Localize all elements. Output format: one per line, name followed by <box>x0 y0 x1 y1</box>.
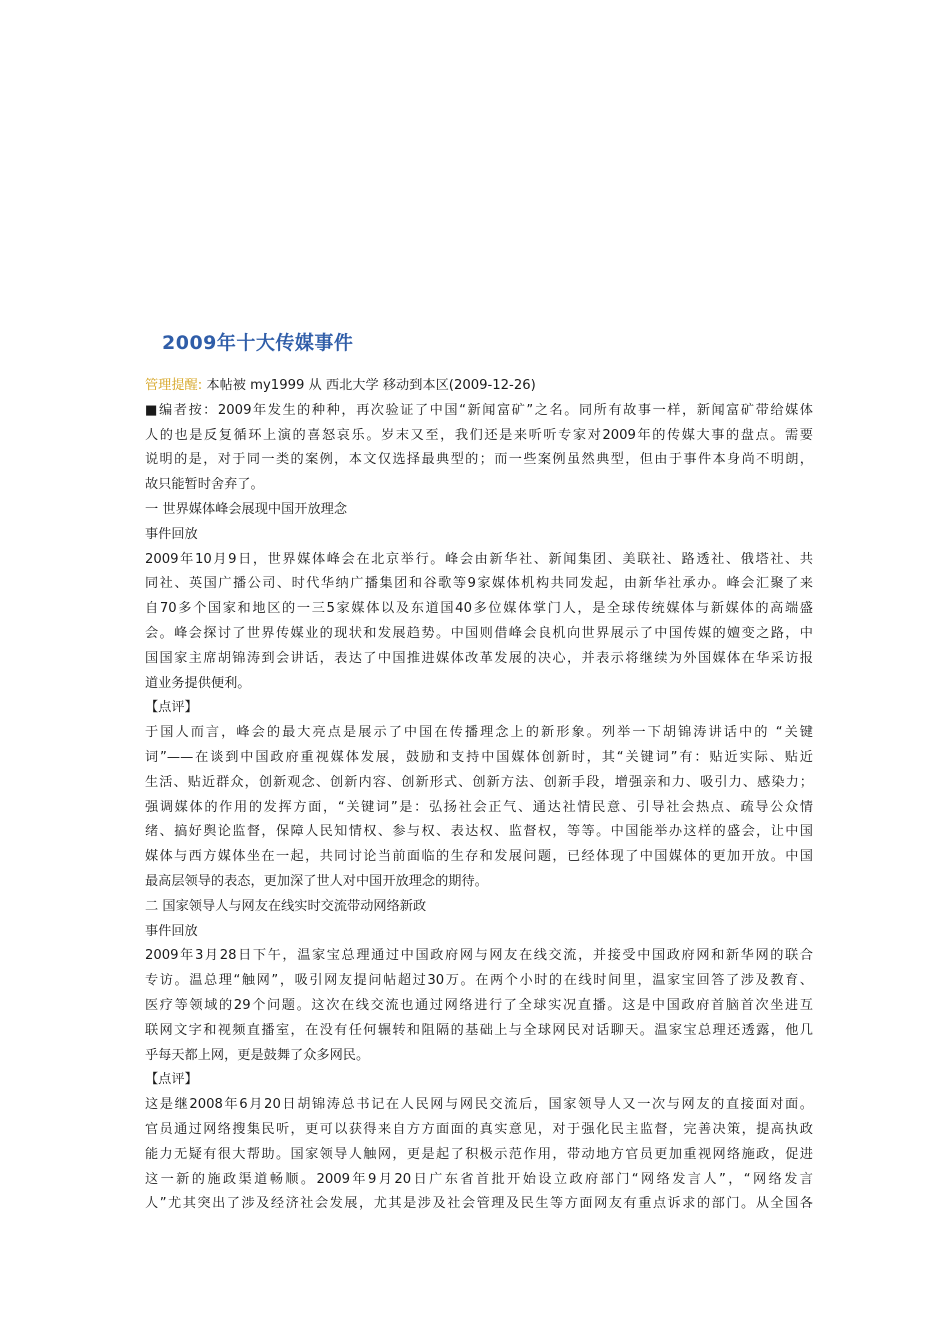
text-line: 人”尤其突出了涉及经济社会发展，尤其是涉及社会管理及民生等方面网友有重点诉求的部门。从全国各 <box>145 1196 813 1212</box>
text-line: 会。峰会探讨了世界传媒业的现状和发展趋势。中国则借峰会良机向世界展示了中国传媒的嬗变之路，中 <box>145 625 813 641</box>
text-line: 生活、贴近群众，创新观念、创新内容、创新形式、创新方法、创新手段，增强亲和力、吸引力、感染力； <box>145 774 813 790</box>
text-line: 专访。温总理“触网”，吸引网友提问帖超过30万。在两个小时的在线时间里，温家宝回答了涉及教育、 <box>145 973 813 989</box>
article-title: 2009年十大传媒事件 <box>162 332 354 354</box>
text-line: 2009年3月28日下午，温家宝总理通过中国政府网与网友在线交流，并接受中国政府网和新华网的联合 <box>145 948 813 964</box>
text-line: ■编者按：2009年发生的种种，再次验证了中国“新闻富矿”之名。同所有故事一样，新闻富矿带给媒体 <box>145 402 813 418</box>
text-line: 强调媒体的作用的发挥方面，“关键词”是：弘扬社会正气、通达社情民意、引导社会热点、疏导公众情 <box>145 799 813 815</box>
text-line: 媒体与西方媒体坐在一起，共同讨论当前面临的生存和发展问题，已经体现了中国媒体的更加开放。中国 <box>145 849 813 865</box>
text-line: 联网文字和视频直播室，在没有任何辗转和阻隔的基础上与全球网民对话聊天。温家宝总理还透露，他几 <box>145 1022 813 1038</box>
notice-label: 管理提醒: <box>145 378 203 393</box>
text-line: 这是继2008年6月20日胡锦涛总书记在人民网与网民交流后，国家领导人又一次与网友的直接面对面。 <box>145 1097 813 1113</box>
text-line: 这一新的施政渠道畅顺。2009年9月20日广东省首批开始设立政府部门“网络发言人”，“网络发言 <box>145 1171 813 1187</box>
text-line: 一 世界媒体峰会展现中国开放理念 <box>145 501 348 517</box>
article-paragraphs <box>145 399 813 1217</box>
text-line: 于国人而言，峰会的最大亮点是展示了中国在传播理念上的新形象。列举一下胡锦涛讲话中的 “关键 <box>145 725 813 741</box>
text-line: 事件回放 <box>145 923 198 939</box>
article-body <box>145 374 813 1217</box>
text-line: 人的也是反复循环上演的喜怒哀乐。岁末又至，我们还是来听听专家对2009年的传媒大事的盘点。需要 <box>145 427 813 443</box>
text-line: 医疗等领域的29个问题。这次在线交流也通过网络进行了全球实况直播。这是中国政府首脑首次坐进互 <box>145 997 813 1013</box>
text-line: 故只能暂时舍弃了。 <box>145 477 264 493</box>
text-line: 官员通过网络搜集民听，更可以获得来自方方面面的真实意见，对于强化民主监督，完善决策，提高执政 <box>145 1121 813 1137</box>
text-line: 同社、英国广播公司、时代华纳广播集团和谷歌等9家媒体机构共同发起，由新华社承办。峰会汇聚了来 <box>145 576 813 592</box>
text-line: 最高层领导的表态，更加深了世人对中国开放理念的期待。 <box>145 873 488 889</box>
text-line: 乎每天都上网，更是鼓舞了众多网民。 <box>145 1047 370 1063</box>
text-line: 事件回放 <box>145 526 198 542</box>
text-line: 【点评】 <box>145 1072 198 1088</box>
text-line: 二 国家领导人与网友在线实时交流带动网络新政 <box>145 898 427 914</box>
text-line: 能力无疑有很大帮助。国家领导人触网，更是起了积极示范作用，带动地方官员更加重视网络施政，促进 <box>145 1146 813 1162</box>
text-line: 国国家主席胡锦涛到会讲话，表达了中国推进媒体改革发展的决心，并表示将继续为外国媒体在华采访报 <box>145 650 813 666</box>
text-line: 说明的是，对于同一类的案例，本文仅选择最典型的；而一些案例虽然典型，但由于事件本身尚不明朗， <box>145 452 813 468</box>
text-line: 2009年10月9日，世界媒体峰会在北京举行。峰会由新华社、新闻集团、美联社、路透社、俄塔社、共 <box>145 551 813 567</box>
notice-text: 本帖被 my1999 从 西北大学 移动到本区(2009-12-26) <box>202 378 536 393</box>
text-line: 词”——在谈到中国政府重视媒体发展，鼓励和支持中国媒体创新时，其“关键词”有：贴近实际、贴近 <box>145 749 813 765</box>
text-line: 绪、搞好舆论监督，保障人民知情权、参与权、表达权、监督权，等等。中国能举办这样的盛会，让中国 <box>145 824 813 840</box>
text-line: 道业务提供便利。 <box>145 675 251 691</box>
moderator-notice <box>145 374 813 399</box>
text-line: 【点评】 <box>145 700 198 716</box>
text-line: 自70多个国家和地区的一三5家媒体以及东道国40多位媒体掌门人，是全球传统媒体与新媒体的高端盛 <box>145 601 813 617</box>
